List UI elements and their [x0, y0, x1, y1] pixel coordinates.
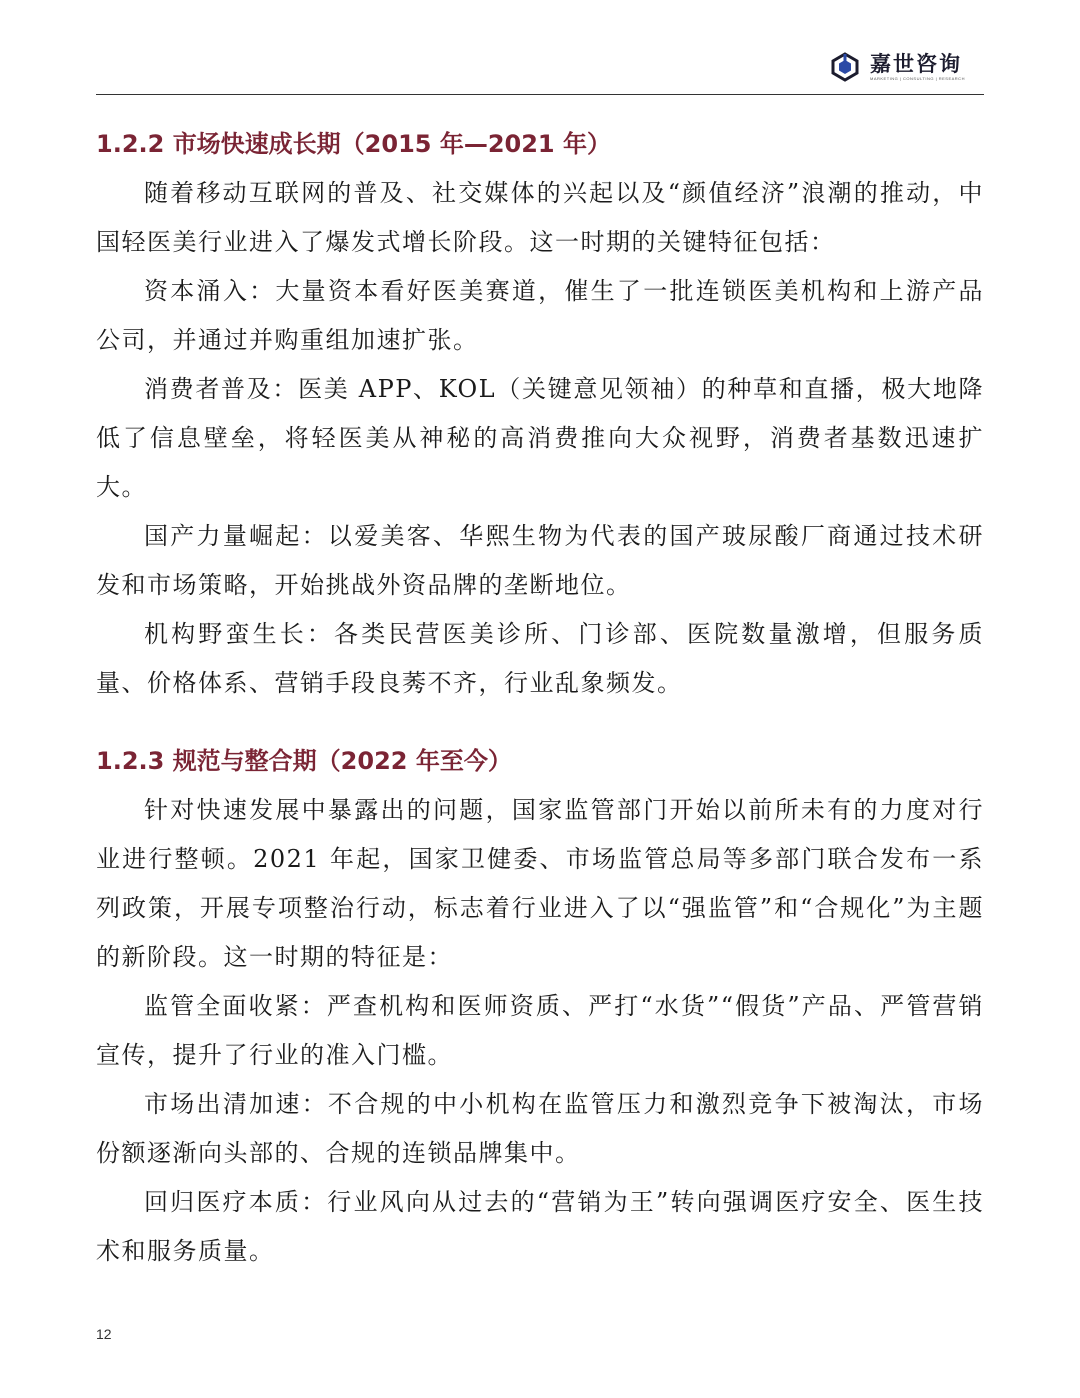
header-divider — [96, 94, 984, 95]
section-heading-1-2-3: 1.2.3 规范与整合期（2022 年至今） — [96, 747, 512, 775]
section-spacer — [96, 708, 984, 737]
paragraph: 市场出清加速：不合规的中小机构在监管压力和激烈竞争下被淘汰，市场份额逐渐向头部的、合规的连锁品牌集中。 — [96, 1090, 984, 1167]
section-heading-1-2-2: 1.2.2 市场快速成长期（2015 年—2021 年） — [96, 130, 611, 158]
paragraph: 机构野蛮生长：各类民营医美诊所、门诊部、医院数量激增，但服务质量、价格体系、营销手段良莠不齐，行业乱象频发。 — [96, 620, 984, 697]
paragraph: 随着移动互联网的普及、社交媒体的兴起以及“颜值经济”浪潮的推动，中国轻医美行业进入了爆发式增长阶段。这一时期的关键特征包括： — [96, 179, 984, 256]
paragraph: 回归医疗本质：行业风向从过去的“营销为王”转向强调医疗安全、医生技术和服务质量。 — [96, 1188, 984, 1265]
paragraph: 资本涌入：大量资本看好医美赛道，催生了一批连锁医美机构和上游产品公司，并通过并购重组加速扩张。 — [96, 277, 984, 354]
page-body — [96, 120, 984, 1276]
paragraph: 监管全面收紧：严查机构和医师资质、严打“水货”“假货”产品、严管营销宣传，提升了行业的准入门槛。 — [96, 992, 984, 1069]
company-logo-icon — [830, 52, 860, 82]
paragraph: 消费者普及：医美 APP、KOL（关键意见领袖）的种草和直播，极大地降低了信息壁垒，将轻医美从神秘的高消费推向大众视野，消费者基数迅速扩大。 — [96, 375, 984, 501]
brand-logo — [830, 50, 965, 84]
paragraph: 针对快速发展中暴露出的问题，国家监管部门开始以前所未有的力度对行业进行整顿。2021 年起，国家卫健委、市场监管总局等多部门联合发布一系列政策，开展专项整治行动，标志着行业进入了以“强监管”和“合规化”为主题的新阶段。这一时期的特征是： — [96, 796, 984, 971]
logo-name: 嘉世咨询 — [870, 52, 962, 76]
page-number: 12 — [96, 1326, 112, 1342]
logo-tagline: MARKETING | CONSULTING | RESEARCH — [870, 76, 965, 81]
paragraph: 国产力量崛起：以爱美客、华熙生物为代表的国产玻尿酸厂商通过技术研发和市场策略，开始挑战外资品牌的垄断地位。 — [96, 522, 984, 599]
